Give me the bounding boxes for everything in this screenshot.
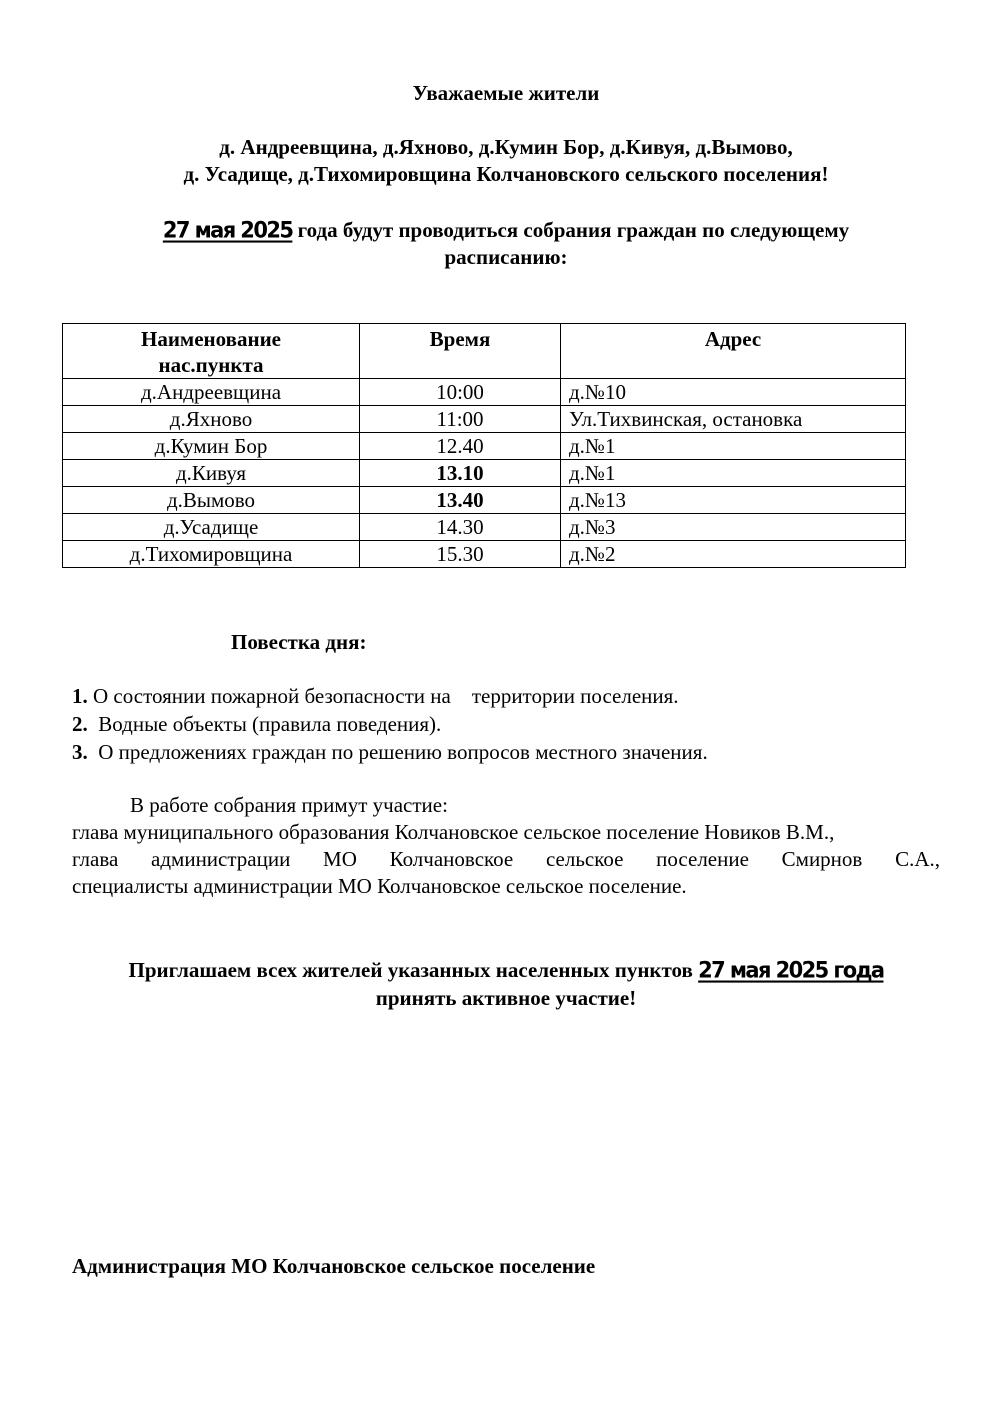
invitation-date: 27 мая 2025 года (698, 957, 884, 983)
invitation-line-1 (72, 956, 940, 984)
meeting-date: 27 мая 2025 (162, 217, 293, 243)
invitation (72, 956, 940, 1012)
signature: Администрация МО Колчановское сельское поселение (72, 1254, 596, 1278)
cell-time: 15.30 (360, 541, 561, 568)
table-header-row (63, 324, 906, 379)
announcement-line-2: расписанию: (444, 245, 568, 269)
announcement-line-1: года будут проводиться собрания граждан по следующему (292, 218, 850, 242)
list-item (72, 710, 708, 738)
cell-place: д.Кумин Бор (63, 433, 360, 460)
participants-intro: В работе собрания примут участие: (130, 793, 448, 817)
list-item (72, 682, 708, 710)
cell-time: 14.30 (360, 514, 561, 541)
cell-address: д.№10 (561, 379, 906, 406)
cell-address: д.№2 (561, 541, 906, 568)
cell-address: д.№1 (561, 433, 906, 460)
cell-place: д.Яхново (63, 406, 360, 433)
cell-address: д.№13 (561, 487, 906, 514)
greeting: Уважаемые жители (412, 81, 600, 105)
agenda-item-text: О состоянии пожарной безопасности на территории поселения. (87, 684, 679, 708)
table-row (63, 514, 906, 541)
announcement (72, 217, 940, 243)
column-header-place-line-2: нас.пункта (158, 353, 264, 377)
cell-address: д.№3 (561, 514, 906, 541)
cell-time: 12.40 (360, 433, 561, 460)
table-row (63, 460, 906, 487)
agenda-item-text: О предложениях граждан по решению вопросов местного значения. (87, 740, 708, 764)
cell-place: д.Кивуя (63, 460, 360, 487)
column-header-place (63, 324, 360, 379)
cell-place: д.Усадище (63, 514, 360, 541)
table-row (63, 406, 906, 433)
table-row (63, 379, 906, 406)
cell-address: Ул.Тихвинская, остановка (561, 406, 906, 433)
cell-time: 13.40 (360, 487, 561, 514)
cell-place: д.Тихомировщина (63, 541, 360, 568)
participants-line-3: специалисты администрации МО Колчановское сельское поселение. (72, 874, 687, 898)
agenda-item-number: 1. (72, 684, 88, 708)
column-header-address: Адрес (561, 324, 906, 379)
agenda-item-number: 2. (72, 712, 88, 736)
table-row (63, 487, 906, 514)
column-header-place-line-1: Наименование (141, 327, 281, 351)
participants-line-2: глава администрации МО Колчановское сельское поселение Смирнов С.А., (72, 847, 940, 871)
villages-line-2: д. Усадище, д.Тихомировщина Колчановского сельского поселения! (183, 162, 829, 186)
cell-place: д.Андреевщина (63, 379, 360, 406)
cell-time: 11:00 (360, 406, 561, 433)
invitation-text: Приглашаем всех жителей указанных населенных пунктов (128, 958, 699, 982)
cell-time: 13.10 (360, 460, 561, 487)
agenda-item-text: Водные объекты (правила поведения). (87, 712, 442, 736)
schedule-table (62, 323, 906, 568)
villages-line-1: д. Андреевщина, д.Яхново, д.Кумин Бор, д.Кивуя, д.Вымово, (219, 135, 793, 159)
agenda-item-number: 3. (72, 740, 88, 764)
table-row (63, 433, 906, 460)
agenda-list (72, 682, 708, 766)
agenda-title: Повестка дня: (231, 630, 367, 654)
cell-address: д.№1 (561, 460, 906, 487)
cell-time: 10:00 (360, 379, 561, 406)
participants-line-1: глава муниципального образования Колчановское сельское поселение Новиков В.М., (72, 820, 835, 844)
invitation-line-2: принять активное участие! (375, 986, 637, 1010)
participants-block (72, 792, 940, 900)
cell-place: д.Вымово (63, 487, 360, 514)
list-item (72, 738, 708, 766)
column-header-time: Время (360, 324, 561, 379)
table-row (63, 541, 906, 568)
